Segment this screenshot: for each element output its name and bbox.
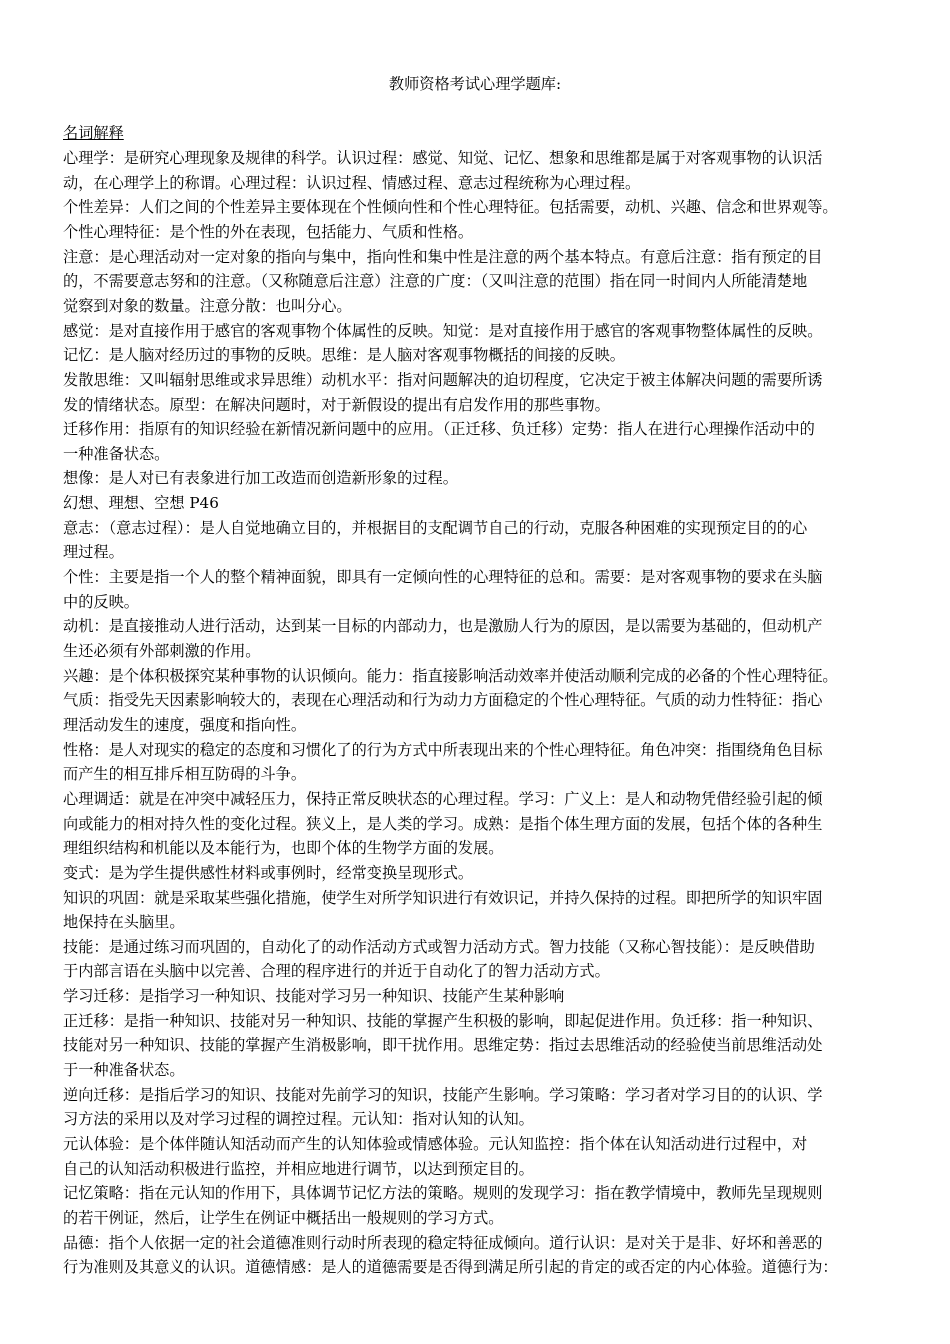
text-line: 觉察到对象的数量。注意分散：也叫分心。 [63, 296, 352, 315]
text-line: 而产生的相互排斥相互防碍的斗争。 [63, 765, 306, 784]
text-line: 气质：指受先天因素影响较大的，表现在心理活动和行为动力方面稳定的个性心理特征。气质的动力性特征：指心 [63, 691, 823, 710]
text-line: 注意：是心理活动对一定对象的指向与集中，指向性和集中性是注意的两个基本特点。有意后注意：指有预定的目 [63, 247, 823, 266]
text-line: 向或能力的相对持久性的变化过程。狭义上，是人类的学习。成熟：是指个体生理方面的发展，包括个体的各种生 [63, 814, 823, 833]
text-line: 一种准备状态。 [63, 444, 170, 463]
text-line: 的若干例证，然后，让学生在例证中概括出一般规则的学习方式。 [63, 1209, 504, 1227]
text-line: 于内部言语在头脑中以完善、合理的程序进行的并近于自动化了的智力活动方式。 [63, 962, 610, 981]
text-line: 技能对另一种知识、技能的掌握产生消极影响，即干扰作用。思维定势：指过去思维活动的经验使当前思维活动处 [63, 1036, 823, 1055]
section-heading: 名词解释 [63, 124, 124, 142]
text-line: 理活动发生的速度，强度和指向性。 [63, 715, 306, 734]
text-line: 意志：（意志过程）：是人自觉地确立目的，并根据目的支配调节自己的行动，克服各种困难的实现预定目的的心 [63, 518, 808, 537]
text-line: 发散思维：又叫辐射思维或求异思维）动机水平：指对问题解决的迫切程度，它决定于被主体解决问题的需要所诱 [63, 370, 823, 389]
text-line: 理组织结构和机能以及本能行为，也即个体的生物学方面的发展。 [63, 839, 504, 858]
text-line: 习方法的采用以及对学习过程的调控过程。元认知：指对认知的认知。 [63, 1110, 534, 1129]
text-line: 记忆策略：指在元认知的作用下，具体调节记忆方法的策略。规则的发现学习：指在教学情境中，教师先呈现规则 [63, 1184, 823, 1203]
text-line: 兴趣：是个体积极探究某种事物的认识倾向。能力：指直接影响活动效率并使活动顺利完成的必备的个性心理特征。 [63, 666, 838, 685]
text-line: 品德：指个人依据一定的社会道德准则行动时所表现的稳定特征成倾向。道行认识：是对关于是非、好坏和善恶的 [63, 1233, 823, 1252]
text-line: 学习迁移：是指学习一种知识、技能对学习另一种知识、技能产生某种影响 [63, 987, 565, 1006]
text-line: 幻想、理想、空想 P46 [63, 494, 219, 513]
text-line: 动机：是直接推动人进行活动，达到某一目标的内部动力，也是激励人行为的原因，是以需要为基础的，但动机产 [63, 617, 823, 636]
text-line: 感觉：是对直接作用于感官的客观事物个体属性的反映。知觉：是对直接作用于感官的客观事物整体属性的反映。 [63, 321, 823, 340]
text-line: 个性：主要是指一个人的整个精神面貌，即具有一定倾向性的心理特征的总和。需要：是对客观事物的要求在头脑 [63, 568, 823, 586]
text-line: 个性心理特征：是个性的外在表现，包括能力、气质和性格。 [63, 222, 474, 241]
text-line: 发的情绪状态。原型：在解决问题时，对于新假设的提出有启发作用的那些事物。 [63, 395, 610, 414]
text-line: 变式：是为学生提供感性材料或事例时，经常变换呈现形式。 [63, 863, 474, 882]
text-line: 迁移作用：指原有的知识经验在新情况新问题中的应用。（正迁移、负迁移）定势：指人在进行心理操作活动中的 [63, 420, 815, 439]
text-line: 元认体验：是个体伴随认知活动而产生的认知体验或情感体验。元认知监控：指个体在认知活动进行过程中，对 [63, 1135, 808, 1153]
document-title: 教师资格考试心理学题库: [388, 75, 562, 93]
text-line: 知识的巩固：就是采取某些强化措施，使学生对所学知识进行有效识记，并持久保持的过程。即把所学的知识牢固 [63, 888, 823, 907]
text-line: 记忆：是人脑对经历过的事物的反映。思维：是人脑对客观事物概括的间接的反映。 [63, 346, 625, 365]
text-line: 个性差异：人们之间的个性差异主要体现在个性倾向性和个性心理特征。包括需要，动机、兴趣、信念和世界观等。 [63, 198, 838, 217]
text-line: 理过程。 [63, 543, 124, 562]
text-line: 性格：是人对现实的稳定的态度和习惯化了的行为方式中所表现出来的个性心理特征。角色冲突：指围绕角色目标 [63, 740, 823, 759]
text-line: 中的反映。 [63, 592, 139, 611]
text-line: 于一种准备状态。 [63, 1061, 185, 1079]
text-line: 技能：是通过练习而巩固的，自动化了的动作活动方式或智力活动方式。智力技能（又称心智技能）：是反映借助 [63, 937, 815, 956]
text-line: 行为准则及其意义的认识。道德情感：是人的道德需要是否得到满足所引起的肯定的或否定的内心体验。道德行为： [63, 1258, 838, 1277]
text-line: 正迁移：是指一种知识、技能对另一种知识、技能的掌握产生积极的影响，即起促进作用。负迁移：指一种知识、 [63, 1011, 823, 1030]
text-line: 想像：是人对已有表象进行加工改造而创造新形象的过程。 [63, 469, 458, 488]
text-line: 自己的认知活动积极进行监控，并相应地进行调节，以达到预定目的。 [63, 1159, 534, 1178]
text-line: 逆向迁移：是指后学习的知识、技能对先前学习的知识，技能产生影响。学习策略：学习者对学习目的的认识、学 [63, 1085, 823, 1104]
text-line: 的，不需要意志努和的注意。（又称随意后注意）注意的广度：（又叫注意的范围）指在同一时间内人所能清楚地 [63, 272, 808, 291]
text-line: 地保持在头脑里。 [63, 913, 185, 932]
text-line: 生还必须有外部刺激的作用。 [63, 642, 261, 660]
text-line: 心理学：是研究心理现象及规律的科学。认识过程：感觉、知觉、记忆、想象和思维都是属于对客观事物的认识活 [63, 149, 823, 167]
text-line: 动，在心理学上的称谓。心理过程：认识过程、情感过程、意志过程统称为心理过程。 [63, 173, 641, 192]
text-line: 心理调适：就是在冲突中减轻压力，保持正常反映状态的心理过程。学习：广义上：是人和动物凭借经验引起的倾 [63, 789, 823, 808]
